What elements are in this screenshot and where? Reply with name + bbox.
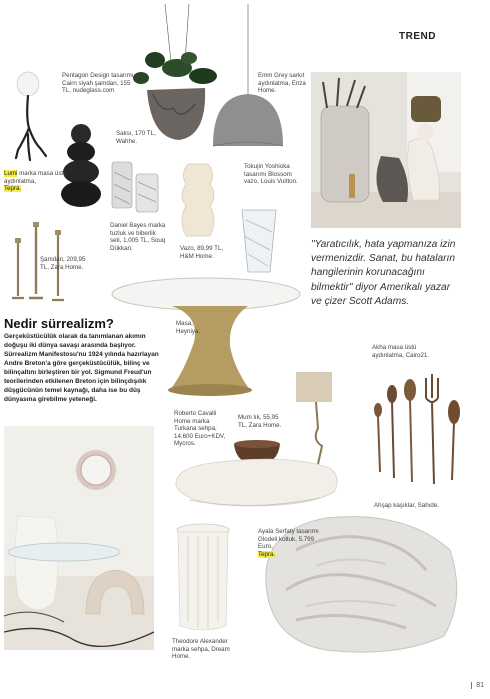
- caption-spoons: Ahşap kaşıklar, Sahıde.: [374, 502, 440, 509]
- caption-brand-highlight: Tepra.: [4, 185, 22, 193]
- caption-saksi: Saksı, 170 TL, Wahhe.: [116, 130, 156, 145]
- crystal-vase-image: [236, 206, 282, 278]
- white-side-table-image: [174, 522, 232, 634]
- still-life-photo: [311, 72, 461, 228]
- caption-mum: Mum lık, 55,95 TL, Zara Home.: [238, 414, 282, 429]
- page-number: 81: [471, 682, 484, 689]
- spiral-glass-vases-image: [108, 158, 164, 218]
- caption-brand-highlight: Tepra.: [258, 550, 276, 558]
- caption-tokujin: Tokujin Yoshioka tasarımı Blossom vazo, Louis Vuitton.: [244, 163, 298, 186]
- caption-salt-pepper: Daniel Bayes marka tuzluk ve biberlik seti, 1.005 TL, Souq Dükkan.: [110, 222, 166, 252]
- caption-pentagon: Pentagon Design tasarımı Cairn siyah şamdan, 155 TL, nudeglass.com: [62, 72, 134, 95]
- caption-candlestick: Şamdan, 209,95 TL, Zara Home.: [40, 256, 86, 271]
- caption-vase-hm: Vazo, 89,99 TL, H&M Home.: [180, 245, 224, 260]
- caption-highlight: Lumi: [4, 170, 18, 177]
- cream-wavy-vase-image: [176, 160, 220, 240]
- caption-text: Ayala Serfaty tasarımı Glodeli koltuk, 5.799 Euro,: [258, 528, 319, 551]
- caption-masa: Masa, Heyniya.: [176, 320, 201, 335]
- caption-akha: Akha masa üstü aydınlatma, Cairo21.: [372, 344, 430, 359]
- caption-text: marka masa üstü aydınlatma,: [4, 170, 67, 185]
- article-body: Gerçeküstücülük olarak da tanımlanan akımın doğuşu iki dünya savaşı arasında başlıyor. Sürrealizm Manifestosu'nu 1924 yılında hazırlayan Andre Breton'a göre gerçeküstücülük, bilinç ve bilinçaltını birleştiren bir yol. Sigmund Freud'un teorilerinden etkilenen Breton için bilinçdışılık düşgücünün temel kaynağı, daha ise bu düş dünyasına girebilme yeteneği.: [4, 333, 159, 403]
- pull-quote: "Yaratıcılık, hata yapmanıza izin vermenizdir. Sanat, bu hataların hangilerinin korunacağını bilmektir" diyor Amerikalı yazar ve çizer Scott Adams.: [311, 239, 456, 307]
- stone-coffee-table-image: [170, 448, 342, 514]
- caption-pendant: Emm Grey sarkıt aydınlatma, Enza Home.: [258, 72, 306, 95]
- caption-ayala: [258, 528, 322, 558]
- caption-roberto: Roberto Cavalli Home marka Turkana sehpa, 14.600 Euro+KDV, Mycros.: [174, 410, 226, 448]
- table-lamp-image: [12, 68, 52, 168]
- article-heading: Nedir sürrealizm?: [4, 316, 114, 331]
- surreal-room-photo: [4, 426, 154, 650]
- black-candlestick-image: [58, 120, 104, 210]
- caption-table-lamp: [4, 170, 68, 193]
- caption-theodore: Theodore Alexander marka sehpa, Dream Home.: [172, 638, 230, 661]
- section-label: TREND: [399, 31, 436, 42]
- wooden-spoons-image: [368, 368, 466, 492]
